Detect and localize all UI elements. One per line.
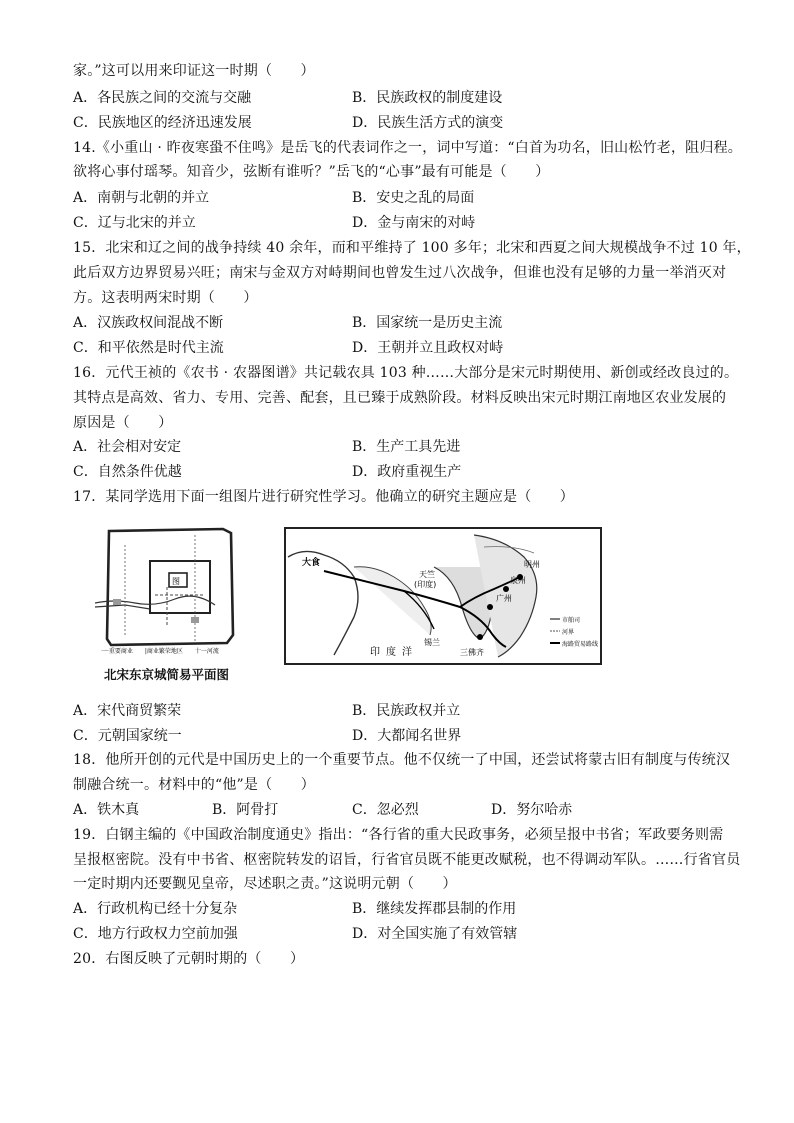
q16-stem-line1: 16．元代王祯的《农书 · 农器图谱》共记载农具 103 种……大部分是宋元时期使用、新创或经改良过的。 bbox=[73, 365, 739, 381]
q14-option-b[interactable]: B．安史之乱的局面 bbox=[352, 190, 475, 206]
q15-stem-line1: 15．北宋和辽之间的战争持续 40 余年，而和平维持了 100 多年；北宋和西夏之间大规模战争不过 10 年， bbox=[73, 240, 751, 256]
q14-option-d[interactable]: D．金与南宋的对峙 bbox=[352, 215, 476, 231]
map-label-dashi: 大食 bbox=[302, 558, 321, 568]
map-legend-city: 市舶司 bbox=[562, 617, 581, 624]
q18-option-c[interactable]: C．忽必烈 bbox=[352, 802, 419, 818]
q19-option-c[interactable]: C．地方行政权力空前加强 bbox=[73, 926, 238, 942]
q14-stem-line2: 欲将心事付瑶琴。知音少，弦断有谁听？”岳飞的“心事”最有可能是（ ） bbox=[73, 164, 550, 180]
map-label-yindu: (印度) bbox=[414, 580, 437, 589]
maritime-trade-map-figure bbox=[284, 527, 602, 667]
q13-option-c[interactable]: C．民族地区的经济迅速发展 bbox=[73, 115, 252, 131]
q13-option-b[interactable]: B．民族政权的制度建设 bbox=[352, 90, 503, 106]
q13-option-a[interactable]: A．各民族之间的交流与交融 bbox=[73, 90, 252, 106]
q16-option-c[interactable]: C．自然条件优越 bbox=[73, 464, 182, 480]
q19-stem-line3: 一定时期内还要觐见皇帝，尽述职之责。”这说明元朝（ ） bbox=[73, 876, 457, 892]
q16-option-d[interactable]: D．政府重视生产 bbox=[352, 464, 462, 480]
q17-option-d[interactable]: D．大都闻名世界 bbox=[352, 728, 462, 744]
q15-option-c[interactable]: C．和平依然是时代主流 bbox=[73, 340, 224, 356]
map-label-xilan: 锡兰 bbox=[424, 638, 440, 647]
q15-option-a[interactable]: A．汉族政权间混战不断 bbox=[73, 315, 224, 331]
q16-option-b[interactable]: B．生产工具先进 bbox=[352, 439, 461, 455]
map-label-sanfoqi: 三佛齐 bbox=[460, 648, 484, 657]
q17-stem: 17．某同学选用下面一组图片进行研究性学习。他确立的研究主题应是（ ） bbox=[73, 489, 575, 505]
q19-option-b[interactable]: B．继续发挥郡县制的作用 bbox=[352, 901, 517, 917]
q18-option-b[interactable]: B．阿骨打 bbox=[212, 802, 279, 818]
q20-stem: 20．右图反映了元朝时期的（ ） bbox=[73, 951, 305, 967]
q14-stem-line1: 14.《小重山 · 昨夜寒蛩不住鸣》是岳飞的代表词作之一，词中写道：“白首为功名，旧山松竹老，阻归程。 bbox=[73, 140, 742, 156]
q15-stem-line3: 方。这表明两宋时期（ ） bbox=[73, 290, 258, 306]
q19-stem-line1: 19．白钢主编的《中国政治制度通史》指出：“各行省的重大民政事务，必须呈报中书省；军政要务则需 bbox=[73, 827, 724, 843]
q19-option-d[interactable]: D．对全国实施了有效管辖 bbox=[352, 926, 518, 942]
map-label-tianzhu: 天竺 bbox=[419, 570, 435, 579]
q16-stem-line3: 原因是（ ） bbox=[73, 415, 173, 431]
q17-option-b[interactable]: B．民族政权并立 bbox=[352, 703, 461, 719]
q18-option-d[interactable]: D．努尔哈赤 bbox=[491, 802, 573, 818]
q15-option-d[interactable]: D．王朝并立且政权对峙 bbox=[352, 340, 504, 356]
q18-stem-line2: 制融合统一。材料中的“他”是（ ） bbox=[73, 777, 315, 793]
q17-option-c[interactable]: C．元朝国家统一 bbox=[73, 728, 182, 744]
q18-stem-line1: 18．他所开创的元代是中国历史上的一个重要节点。他不仅统一了中国，还尝试将蒙古旧有制度与传统汉 bbox=[73, 752, 731, 768]
dongjing-plan-caption: 北宋东京城简易平面图 bbox=[104, 667, 230, 682]
q19-option-a[interactable]: A．行政机构已经十分复杂 bbox=[73, 901, 238, 917]
q15-stem-line2: 此后双方边界贸易兴旺；南宋与金双方对峙期间也曾发生过八次战争，但谁也没有足够的力量一举消灭对 bbox=[73, 265, 727, 281]
svg-text:图: 图 bbox=[172, 577, 180, 586]
map-label-mingzhou: 明州 bbox=[524, 560, 540, 569]
q13-stem-tail: 家。”这可以用来印证这一时期（ ） bbox=[73, 63, 315, 79]
map-legend-river: 河界 bbox=[562, 629, 575, 636]
map-label-quanzhou: 泉州 bbox=[510, 576, 526, 585]
q17-option-a[interactable]: A．宋代商贸繁荣 bbox=[73, 703, 182, 719]
q16-option-a[interactable]: A．社会相对安定 bbox=[73, 439, 182, 455]
q18-option-a[interactable]: A．铁木真 bbox=[73, 802, 140, 818]
q15-option-b[interactable]: B．国家统一是历史主流 bbox=[352, 315, 503, 331]
plan-legend: 一·重要商业 |商业繁荣地区 十一河流 bbox=[101, 648, 219, 655]
q19-stem-line2: 呈报枢密院。没有中书省、枢密院转发的诏旨，行省官员既不能更改赋税，也不得调动军队。……行省官员 bbox=[73, 852, 741, 868]
q14-option-a[interactable]: A．南朝与北朝的并立 bbox=[73, 190, 210, 206]
map-label-guangzhou: 广州 bbox=[496, 594, 512, 603]
map-legend-route: 海路贸易路线 bbox=[562, 641, 599, 648]
q13-option-d[interactable]: D．民族生活方式的演变 bbox=[352, 115, 504, 131]
q16-stem-line2: 其特点是高效、省力、专用、完善、配套，且已臻于成熟阶段。材料反映出宋元时期江南地区农业发展的 bbox=[73, 390, 727, 406]
q14-option-c[interactable]: C．辽与北宋的并立 bbox=[73, 215, 196, 231]
map-label-indian-ocean: 印度洋 bbox=[370, 647, 418, 658]
dongjing-city-plan-figure bbox=[95, 525, 245, 655]
